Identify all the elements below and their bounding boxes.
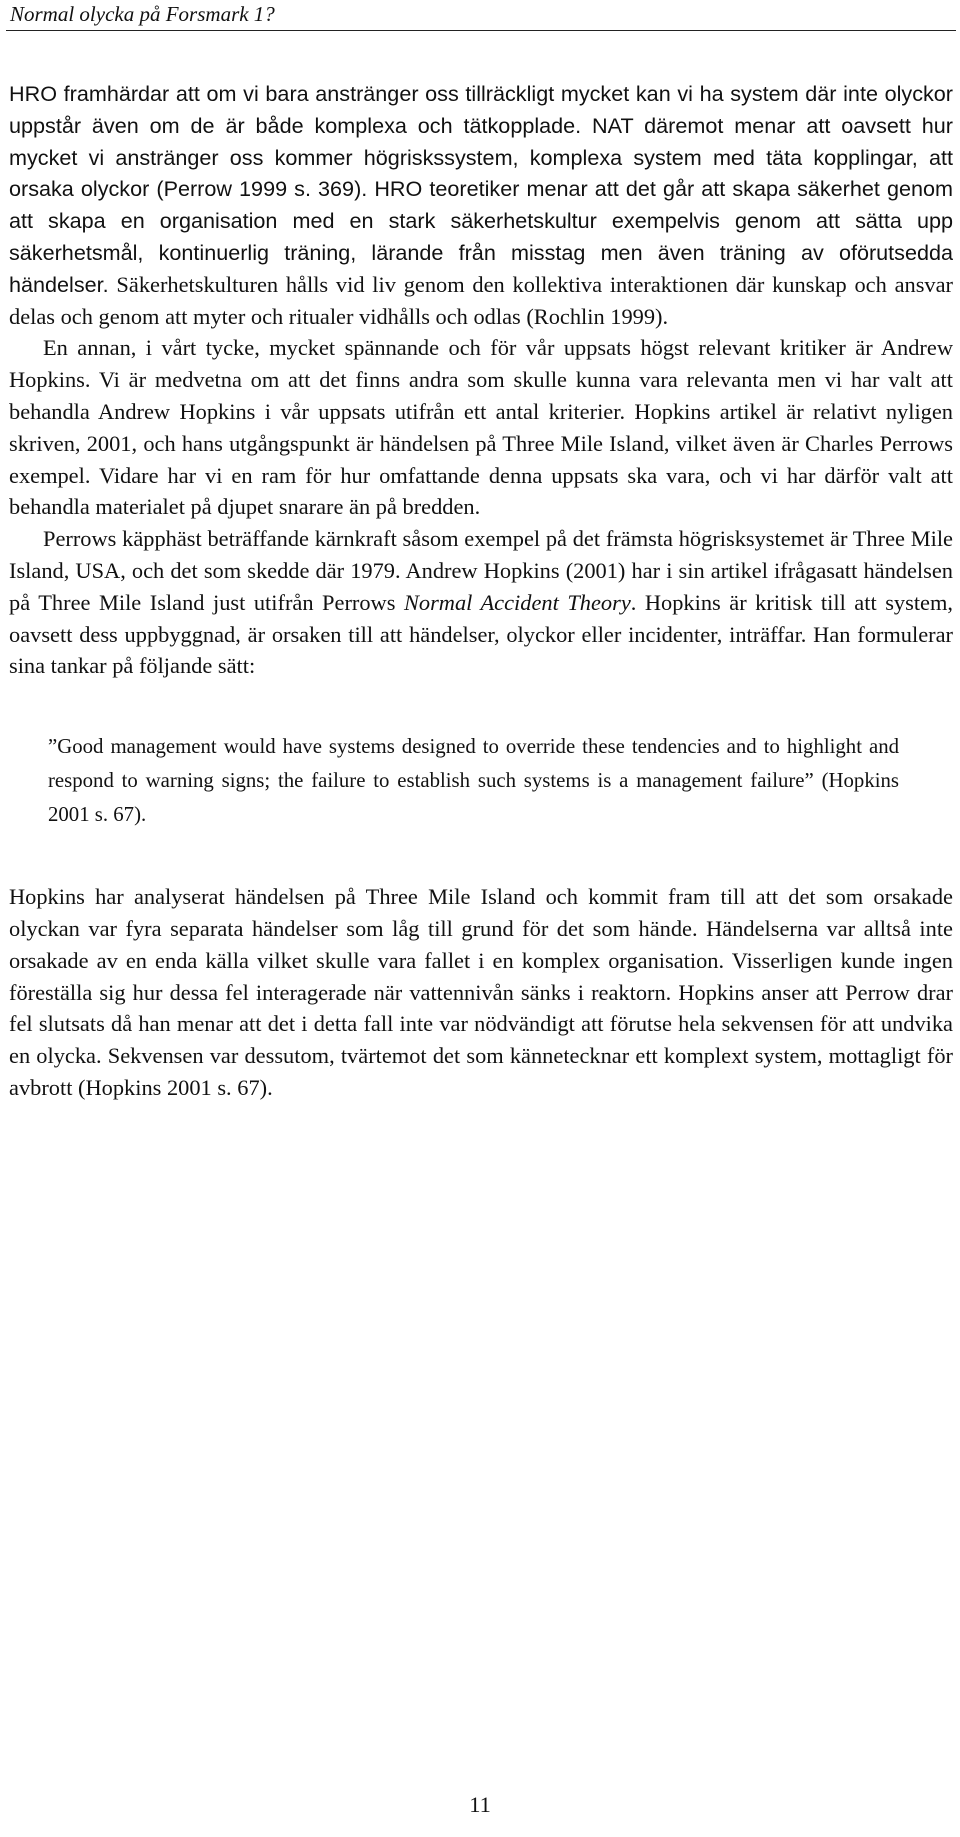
paragraph-perrow-tmi-before: Perrows käpphäst beträffande kärnkraft såsom exempel på det främsta högrisksystemet är Three Mile Island, USA, och det som skedde där 1979. Andrew Hopkins (2001) har i sin artikel ifrågasatt händelsen på Three Mile Island just utifrån Perrows [9,526,953,615]
paragraph-hro-nat-serif-run: Säkerhetskulturen hålls vid liv genom den kollektiva interaktionen där kunskap och ansvar delas och genom att myter och ritualer vidhålls och odlas (Rochlin 1999). [9,271,953,329]
paragraph-hopkins-analysis: Hopkins har analyserat händelsen på Three Mile Island och kommit fram till att det som orsakade olyckan var fyra separata händelser som låg till grund för det som hände. Händelserna var alltså inte orsakade av en enda källa vilket skulle vara fallet i en komplex organisation. Visserligen kunde ingen föreställa sig hur dessa fel interagerade när vattennivån sänks i reaktorn. Hopkins anser att Perrow drar fel slutsats då han menar att det i detta fall inte var nödvändigt att förutse hela sekvensen för att undvika en olycka. Sekvensen var dessutom, tvärtemot det som kännetecknar ett komplext system, mottagligt för avbrott (Hopkins 2001 s. 67). [9,884,953,1100]
paragraph-hro-nat-sans-run: HRO framhärdar att om vi bara anstränger oss tillräckligt mycket kan vi ha system där inte olyckor uppstår även om de är både komplexa och tätkopplade. NAT däremot menar att oavsett hur mycket vi anstränger oss kommer högriskssystem, komplexa system med täta kopplingar, att orsaka olyckor (Perrow 1999 s. 369). HRO teoretiker menar att det går att skapa säkerhet genom att skapa en organisation med en stark säkerhetskultur exempelvis genom att sätta upp säkerhetsmål, kontinuerlig träning, lärande från misstag men även träning av oförutsedda händelser. [9,81,953,297]
page-number: 11 [469,1792,491,1817]
page-body [9,78,953,1104]
running-header [6,0,956,31]
paragraph-perrow-tmi-after: . Hopkins är kritisk till att system, oavsett dess uppbyggnad, är orsaken till att händelser, olyckor eller incidenter, inträffar. Han formulerar sina tankar på följande sätt: [9,589,953,679]
paragraph-hopkins-intro: En annan, i vårt tycke, mycket spännande och för vår uppsats högst relevant kritiker är Andrew Hopkins. Vi är medvetna om att det finns andra som skulle kunna vara relevanta men vi har valt att behandla Andrew Hopkins i vår uppsats utifrån ett antal kriterier. Hopkins artikel är relativt nyligen skriven, 2001, och hans utgångspunkt är händelsen på Three Mile Island, vilket även är Charles Perrows exempel. Vidare har vi en ram för hur omfattande denna uppsats ska vara, och vi har därför valt att behandla materialet på djupet snarare än på bredden. [9,335,953,520]
running-title: Normal olycka på Forsmark 1? [10,2,275,26]
paragraph-perrow-tmi [9,523,953,682]
block-quote-hopkins: ”Good management would have systems designed to override these tendencies and to highlight and respond to warning signs; the failure to establish such systems is a management failure” (Hopkins 2001 s. 67). [48,735,899,827]
paragraph-hro-nat [9,78,953,332]
work-title-normal-accident-theory: Normal Accident Theory [403,589,631,615]
